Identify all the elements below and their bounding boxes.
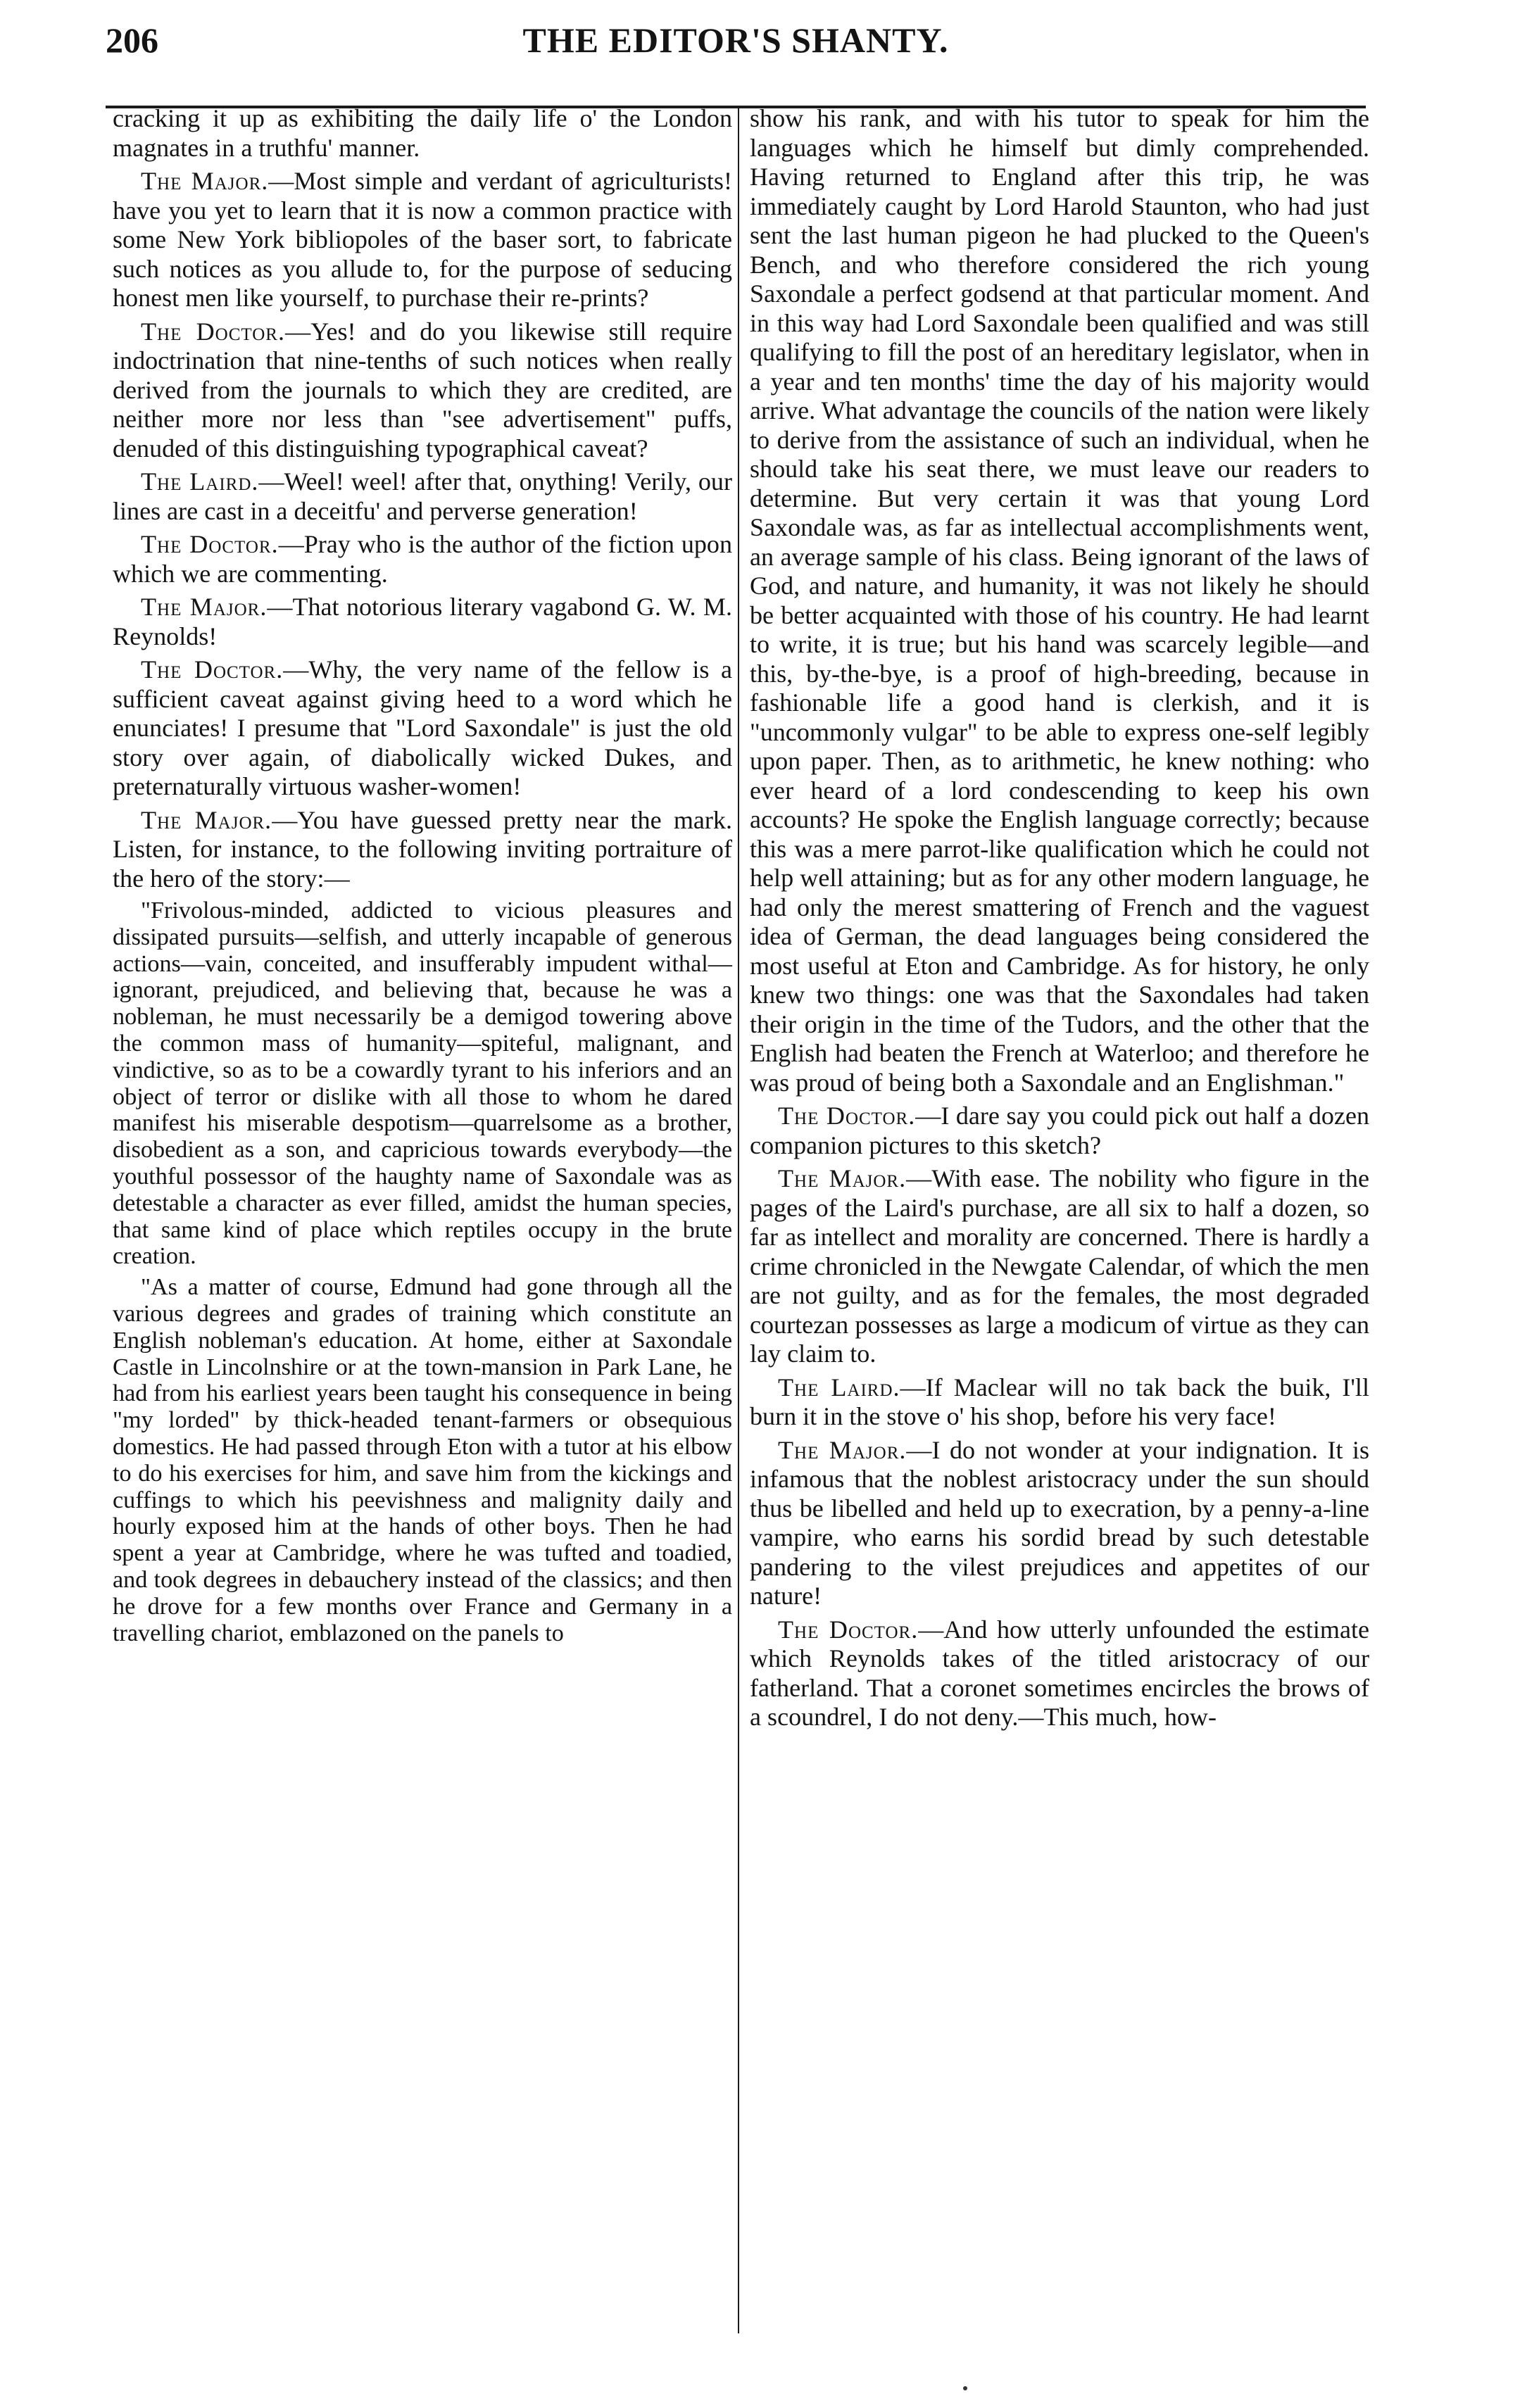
paragraph-text: "As a matter of course, Edmund had gone through all the various degrees and grades of training which constitute an English nobleman's education. At home, either at Saxondale Castle in Lincolnshire or at the town-mansion in Park Lane, he had from his earliest years been taught his consequence in being "my lorded" by thick-headed tenant-farmers or obsequious domestics. He had passed through Eton with a tutor at his elbow to do his exercises for him, and save him from the kickings and cuffings to which his peevishness and malignity daily and hourly exposed him at the hands of other boys. Then he had spent a year at Cambridge, where he was tufted and toadied, and took degrees in debauchery instead of the classics; and then he drove for a few months over France and Germany in a travelling chariot, emblazoned on the panels to bbox=[113, 1274, 732, 1646]
dialogue-paragraph bbox=[113, 317, 732, 464]
speaker-name: The Major. bbox=[778, 1164, 907, 1192]
paragraph-text: —Weel! weel! after that, onything! Verily, our lines are cast in a deceitfu' and perverse generation! bbox=[113, 467, 732, 525]
paragraph-text: —With ease. The nobility who figure in the pages of the Laird's purchase, are all six to half a dozen, so far as intellect and morality are concerned. There is hardly a crime chronicled in the Newgate Calendar, of which the men are not guilty, and as for the females, the most degraded courtezan possesses as large a modicum of virtue as they can lay claim to. bbox=[750, 1164, 1369, 1368]
speaker-name: The Doctor. bbox=[141, 655, 284, 683]
paragraph-text: —You have guessed pretty near the mark. Listen, for instance, to the following inviting portraiture of the hero of the story:— bbox=[113, 805, 732, 893]
paragraph-text: "Frivolous-minded, addicted to vicious pleasures and dissipated pursuits—selfish, and utterly incapable of generous actions—vain, conceited, and insufferably impudent withal—ignorant, prejudiced, and believing that, because he was a nobleman, he must necessarily be a demigod towering above the common mass of humanity—spiteful, malignant, and vindictive, so as to be a cowardly tyrant to his inferiors and an object of terror or dislike with all those to whom he dared manifest his miserable despotism—quarrelsome as a brother, disobedient as a son, and capricious towards everybody—the youthful possessor of the haughty name of Saxondale was as detestable a character as ever filled, amidst the human species, that same kind of place which reptiles occupy in the brute creation. bbox=[113, 897, 732, 1270]
dialogue-paragraph bbox=[750, 1164, 1369, 1369]
speaker-name: The Doctor. bbox=[778, 1615, 919, 1644]
continued-paragraph bbox=[750, 104, 1369, 1097]
speaker-name: The Laird. bbox=[141, 467, 259, 496]
paragraph-text: —Pray who is the author of the fiction upon which we are commenting. bbox=[113, 530, 732, 588]
speaker-name: The Major. bbox=[141, 805, 272, 834]
speaker-name: The Doctor. bbox=[141, 317, 285, 346]
page-number: 206 bbox=[106, 20, 158, 60]
speaker-name: The Major. bbox=[141, 167, 269, 195]
speaker-name: The Major. bbox=[778, 1435, 907, 1464]
column-divider bbox=[738, 106, 739, 2333]
running-title: THE EDITOR'S SHANTY. bbox=[522, 20, 949, 60]
speaker-name: The Doctor. bbox=[778, 1102, 916, 1130]
dialogue-paragraph bbox=[113, 806, 732, 894]
right-column bbox=[750, 104, 1369, 1732]
paragraph-text: —I dare say you could pick out half a dozen companion pictures to this sketch? bbox=[750, 1102, 1369, 1159]
paragraph-text: cracking it up as exhibiting the daily life o' the London magnates in a truthfu' manner. bbox=[113, 104, 732, 162]
paragraph-text: —That notorious literary vagabond G. W. M. Reynolds! bbox=[113, 593, 733, 650]
paragraph-text: —If Maclear will no tak back the buik, I'll burn it in the stove o' his shop, before his very face! bbox=[750, 1373, 1369, 1430]
print-speck bbox=[963, 2386, 967, 2390]
dialogue-paragraph bbox=[113, 467, 732, 526]
dialogue-paragraph bbox=[750, 1615, 1369, 1732]
left-column bbox=[113, 104, 732, 1646]
paragraph-text: —Yes! and do you likewise still require indoctrination that nine-tenths of such notices when really derived from the journals to which they are credited, are neither more nor less than "see advertisement" puffs, denuded of this distinguishing typographical caveat? bbox=[113, 317, 732, 462]
paragraph-text: —Most simple and verdant of agriculturists! have you yet to learn that it is now a common practice with some New York bibliopoles of the baser sort, to fabricate such notices as you allude to, for the purpose of seducing honest men like yourself, to purchase their re-prints? bbox=[113, 167, 732, 312]
speaker-name: The Laird. bbox=[778, 1373, 900, 1401]
dialogue-paragraph bbox=[113, 593, 732, 651]
dialogue-paragraph bbox=[750, 1373, 1369, 1432]
page-header bbox=[106, 20, 1366, 69]
speaker-name: The Major. bbox=[141, 593, 268, 621]
paragraph-text: —And how utterly unfounded the estimate which Reynolds takes of the titled aristocracy of our fatherland. That a coronet sometimes encircles the brows of a scoundrel, I do not deny.—This much, how- bbox=[750, 1615, 1369, 1731]
dialogue-paragraph bbox=[750, 1102, 1369, 1160]
quoted-paragraph bbox=[113, 1274, 732, 1646]
continued-paragraph bbox=[113, 104, 732, 163]
paragraph-text: show his rank, and with his tutor to speak for him the languages which he himself but dimly comprehended. Having returned to England after this trip, he was immediately caught by Lord Harold Staunton, who had just sent the last human pigeon he had plucked to the Queen's Bench, and who therefore considered the rich young Saxondale a perfect godsend at that particular moment. And in this way had Lord Saxondale been qualified and was still qualifying to fill the post of an hereditary legislator, when in a year and ten months' time the day of his majority would arrive. What advantage the councils of the nation were likely to derive from the assistance of such an individual, when he should take his seat there, we must leave our readers to determine. But very certain it was that young Lord Saxondale was, as far as intellectual accomplishments went, an average sample of his class. Being ignorant of the laws of God, and nature, and humanity, it was not likely he should be better acquainted with those of his country. He had learnt to write, it is true; but his hand was scarcely legible—and this, by-the-bye, is a proof of high-breeding, because in fashionable life a good hand is clerkish, and it is "uncommonly vulgar" to be able to express one-self legibly upon paper. Then, as to arithmetic, he knew nothing: who ever heard of a lord condescending to keep his own accounts? He spoke the English language correctly; because this was a mere parrot-like qualification which he could not help well attaining; but as for any other modern language, he had only the merest smattering of French and the vaguest idea of German, the dead languages being considered the most useful at Eton and Cambridge. As for history, he only knew two things: one was that the Saxondales had taken their origin in the time of the Tudors, and the other that the English had beaten the French at Waterloo; and therefore he was proud of being both a Saxondale and an Englishman." bbox=[750, 104, 1369, 1097]
paragraph-text: —Why, the very name of the fellow is a sufficient caveat against giving heed to a word which he enunciates! I presume that "Lord Saxondale" is just the old story over again, of diabolically wicked Dukes, and preternaturally virtuous washer-women! bbox=[113, 655, 733, 800]
dialogue-paragraph bbox=[113, 530, 732, 588]
dialogue-paragraph bbox=[113, 167, 732, 313]
quoted-paragraph bbox=[113, 897, 732, 1270]
paragraph-text: —I do not wonder at your indignation. It is infamous that the noblest aristocracy under the sun should thus be libelled and held up to execration, by a penny-a-line vampire, who earns his sordid bread by such detestable pandering to the vilest prejudices and appetites of our nature! bbox=[750, 1435, 1370, 1610]
speaker-name: The Doctor. bbox=[141, 530, 279, 558]
dialogue-paragraph bbox=[750, 1436, 1369, 1611]
dialogue-paragraph bbox=[113, 655, 732, 802]
